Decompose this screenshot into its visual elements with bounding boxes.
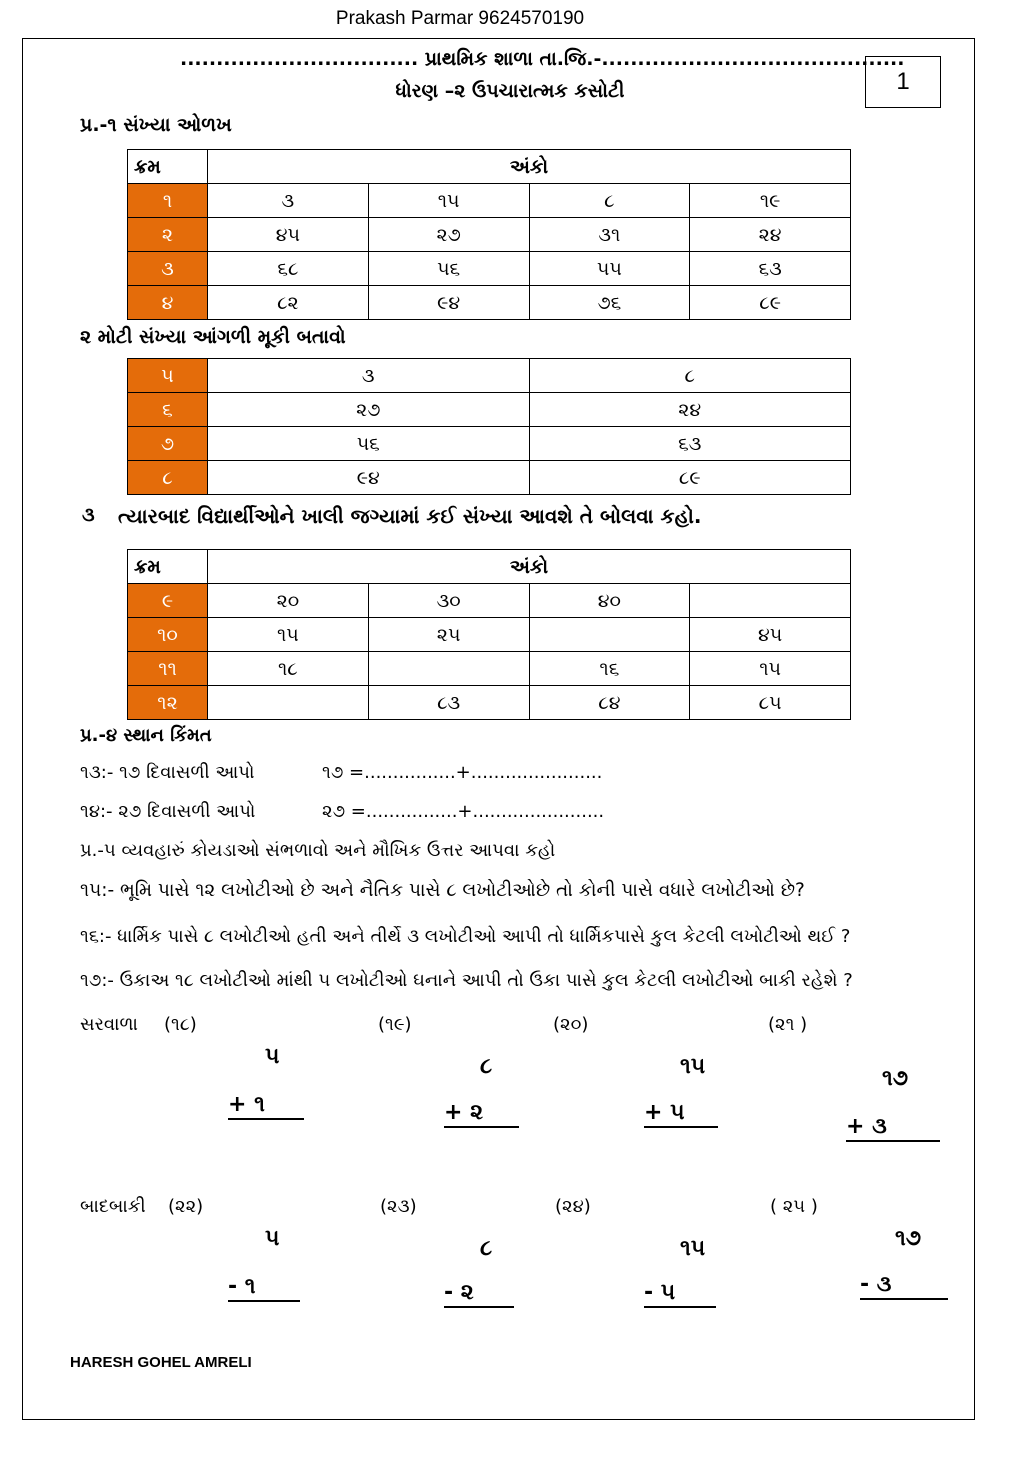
q3-title: ત્યારબાદ વિદ્યાર્થીઓને ખાલી જગ્યામાં કઈ સંખ્યા આવશે તે બોલવા કહો. [118,504,702,528]
addition-label: સરવાળા [80,1014,138,1035]
add-top-2: ૮ [480,1054,493,1079]
cell-blank [208,686,369,720]
q13-blank: ૧૭ =................+....................... [322,762,603,783]
cell: ૧૬ [529,652,690,686]
cell: ૫૫ [529,252,690,286]
q21-number: (૨૧ ) [768,1014,808,1035]
q19-number: (૧૯) [378,1014,412,1035]
row-number: ૯ [128,584,208,618]
cell-blank [529,618,690,652]
cell: ૨૪ [690,218,851,252]
page-number: 1 [896,68,910,95]
cell: ૯૪ [368,286,529,320]
table-row [128,618,851,652]
table-row [128,686,851,720]
cell: ૬૩ [690,252,851,286]
row-number: ૧ [128,184,208,218]
cell: ૨૪ [529,393,851,427]
cell: ૪૫ [208,218,369,252]
page-number-box [865,56,941,108]
subtraction-label: બાદબાકી [80,1196,146,1217]
cell-blank [690,584,851,618]
table-row [128,652,851,686]
sub-top-4: ૧૭ [895,1226,922,1251]
add-bottom-4: + ૩ [846,1114,940,1142]
sub-top-3: ૧૫ [680,1236,706,1261]
q23-number: (૨૩) [380,1196,417,1217]
sub-bottom-1: - ૧ [228,1274,300,1302]
table-row [128,461,851,495]
header-krama: ક્રમ [128,150,208,184]
row-number: ૧૨ [128,686,208,720]
sub-bottom-3: - ૫ [644,1280,716,1308]
cell: ૬૩ [529,427,851,461]
cell: ૯૪ [208,461,530,495]
table-header-row [128,150,851,184]
row-number: ૫ [128,359,208,393]
header-anko: અંકો [208,150,851,184]
q20-number: (૨૦) [553,1014,589,1035]
footer-author: HARESH GOHEL AMRELI [70,1354,252,1371]
q16-text: ૧૬:- ધાર્મિક પાસે ૮ લખોટીઓ હતી અને તીર્થે ૩ લખોટીઓ આપી તો ધાર્મિકપાસે કુલ કેટલી લખોટીઓ થઈ ? [80,926,851,947]
row-number: ૬ [128,393,208,427]
q17-text: ૧૭:- ઉકાઅ ૧૮ લખોટીઓ માંથી ૫ લખોટીઓ ઘનાને આપી તો ઉકા પાસે કુલ કેટલી લખોટીઓ બાકી રહેશે ? [80,970,853,991]
add-bottom-1: + ૧ [228,1092,304,1120]
cell: ૮૯ [690,286,851,320]
cell-blank [368,652,529,686]
cell: ૪૦ [529,584,690,618]
table-row [128,427,851,461]
q25-number: ( ૨૫ ) [770,1196,818,1217]
row-number: ૧૦ [128,618,208,652]
add-bottom-2: + ૨ [444,1100,519,1128]
sub-bottom-4: - ૩ [860,1272,948,1300]
cell: ૭૬ [529,286,690,320]
add-top-4: ૧૭ [882,1066,909,1091]
cell: ૨૫ [368,618,529,652]
exam-title: ધોરણ –૨ ઉપચારાત્મક કસોટી [395,80,625,102]
cell: ૮ [529,359,851,393]
cell: ૧૫ [690,652,851,686]
cell: ૫૬ [208,427,530,461]
author-name: Prakash Parmar 9624570190 [335,8,585,29]
row-number: ૧૧ [128,652,208,686]
header-krama: ક્રમ [128,550,208,584]
cell: ૮૪ [529,686,690,720]
cell: ૧૮ [208,652,369,686]
add-top-3: ૧૫ [680,1054,706,1079]
cell: ૬૮ [208,252,369,286]
table-row [128,584,851,618]
table-row [128,218,851,252]
table-row [128,184,851,218]
q1-title: પ્ર.-૧ સંખ્યા ઓળખ [80,114,232,136]
school-line: ................................. પ્રાથમિક શાળા તા.જિ.-.......................................... [180,48,905,70]
cell: ૧૫ [208,618,369,652]
q15-text: ૧૫:- ભૂમિ પાસે ૧૨ લખોટીઓ છે અને નૈતિક પાસે ૮ લખોટીઓછે તો કોની પાસે વધારે લખોટીઓ છે? [80,880,805,901]
cell: ૮૨ [208,286,369,320]
cell: ૧૫ [368,184,529,218]
q2-title: ૨ મોટી સંખ્યા આંગળી મૂકી બતાવો [80,326,346,348]
q24-number: (૨૪) [555,1196,591,1217]
cell: ૮ [529,184,690,218]
row-number: ૪ [128,286,208,320]
q14-blank: ૨૭ =................+....................... [322,801,605,822]
cell: ૨૦ [208,584,369,618]
cell: ૪૫ [690,618,851,652]
row-number: ૮ [128,461,208,495]
cell: ૫૬ [368,252,529,286]
table-header-row [128,550,851,584]
q5-title: પ્ર.-૫ વ્યવહારું કોયડાઓ સંભળાવો અને મૌખિક ઉત્તર આપવા કહો [80,840,556,861]
add-top-1: ૫ [265,1044,280,1069]
cell: ૧૯ [690,184,851,218]
cell: ૮૩ [368,686,529,720]
q14-text: ૧૪:- ૨૭ દિવાસળી આપો [80,801,256,822]
cell: ૩ [208,184,369,218]
add-bottom-3: + ૫ [644,1100,718,1128]
cell: ૨૭ [208,393,530,427]
row-number: ૩ [128,252,208,286]
table-row [128,286,851,320]
sub-bottom-2: - ૨ [444,1280,514,1308]
cell: ૮૫ [690,686,851,720]
table-row [128,252,851,286]
cell: ૨૭ [368,218,529,252]
q13-text: ૧૩:- ૧૭ દિવાસળી આપો [80,762,255,783]
q18-number: (૧૮) [164,1014,197,1035]
q4-title: પ્ર.-૪ સ્થાન કિંમત [80,725,212,746]
cell: ૮૯ [529,461,851,495]
cell: ૩૧ [529,218,690,252]
sub-top-2: ૮ [480,1236,493,1261]
row-number: ૨ [128,218,208,252]
sub-top-1: ૫ [265,1226,280,1251]
row-number: ૭ [128,427,208,461]
table-row [128,359,851,393]
table-row [128,393,851,427]
q3-number: ૩ [82,504,95,526]
q2-table [127,358,851,495]
q1-table [127,149,851,320]
q3-table [127,549,851,720]
header-anko: અંકો [208,550,851,584]
cell: ૩ [208,359,530,393]
cell: ૩૦ [368,584,529,618]
q22-number: (૨૨) [168,1196,204,1217]
